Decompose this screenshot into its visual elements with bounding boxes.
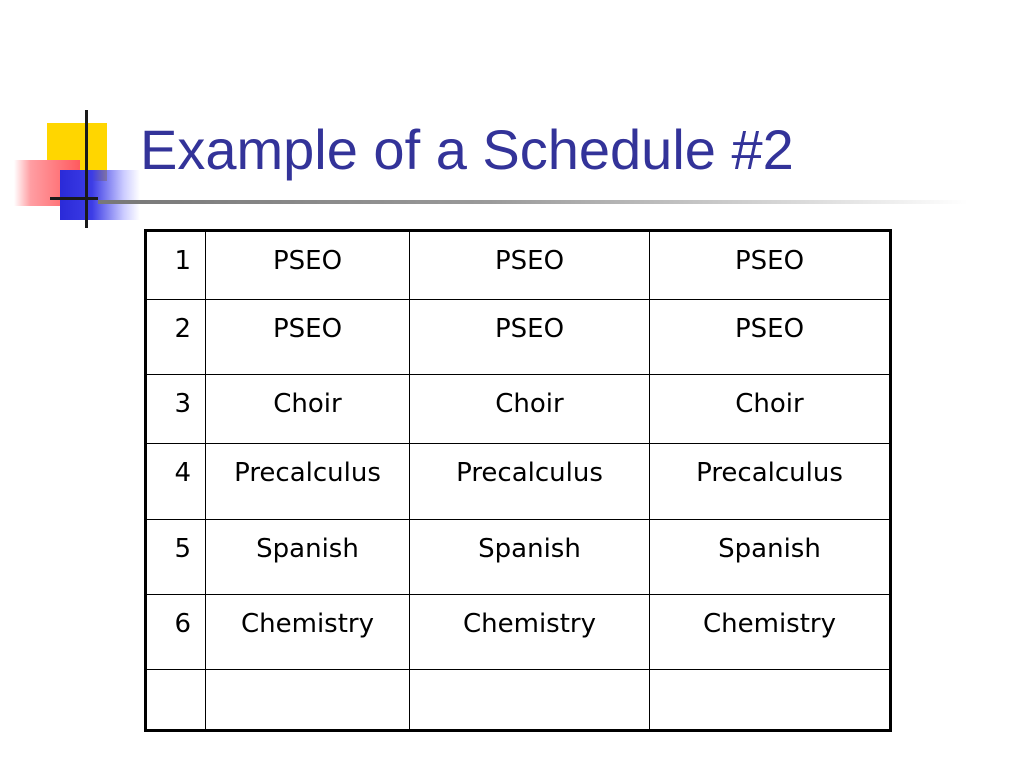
schedule-cell: Precalculus — [650, 444, 891, 520]
schedule-cell — [206, 670, 410, 731]
schedule-cell: Precalculus — [206, 444, 410, 520]
slide-title: Example of a Schedule #2 — [140, 118, 794, 181]
schedule-cell: Spanish — [206, 520, 410, 595]
corner-ornament — [0, 0, 140, 240]
schedule-row — [146, 595, 891, 670]
title-underline-rule — [98, 200, 968, 204]
schedule-cell: PSEO — [206, 231, 410, 300]
schedule-cell: Chemistry — [650, 595, 891, 670]
schedule-row — [146, 444, 891, 520]
blue-gradient-decoration — [60, 170, 140, 220]
period-number-cell: 1 — [146, 231, 206, 300]
schedule-cell: Choir — [650, 375, 891, 444]
schedule-cell: PSEO — [206, 300, 410, 375]
schedule-row — [146, 520, 891, 595]
period-number-cell: 6 — [146, 595, 206, 670]
period-number-cell: 4 — [146, 444, 206, 520]
period-number-cell — [146, 670, 206, 731]
period-number-cell: 5 — [146, 520, 206, 595]
period-number-cell: 2 — [146, 300, 206, 375]
schedule-cell: Chemistry — [206, 595, 410, 670]
schedule-cell: PSEO — [650, 231, 891, 300]
schedule-cell: Choir — [410, 375, 650, 444]
schedule-cell: Precalculus — [410, 444, 650, 520]
schedule-cell: Chemistry — [410, 595, 650, 670]
schedule-cell: Choir — [206, 375, 410, 444]
schedule-table — [144, 229, 892, 732]
period-number-cell: 3 — [146, 375, 206, 444]
schedule-row — [146, 375, 891, 444]
schedule-cell: PSEO — [650, 300, 891, 375]
schedule-cell: Spanish — [650, 520, 891, 595]
schedule-cell: PSEO — [410, 300, 650, 375]
schedule-cell: PSEO — [410, 231, 650, 300]
vertical-line-decoration — [85, 110, 88, 228]
schedule-cell — [410, 670, 650, 731]
schedule-row — [146, 300, 891, 375]
schedule-row — [146, 231, 891, 300]
schedule-row-empty — [146, 670, 891, 731]
horizontal-line-decoration — [50, 197, 98, 200]
schedule-cell: Spanish — [410, 520, 650, 595]
schedule-cell — [650, 670, 891, 731]
